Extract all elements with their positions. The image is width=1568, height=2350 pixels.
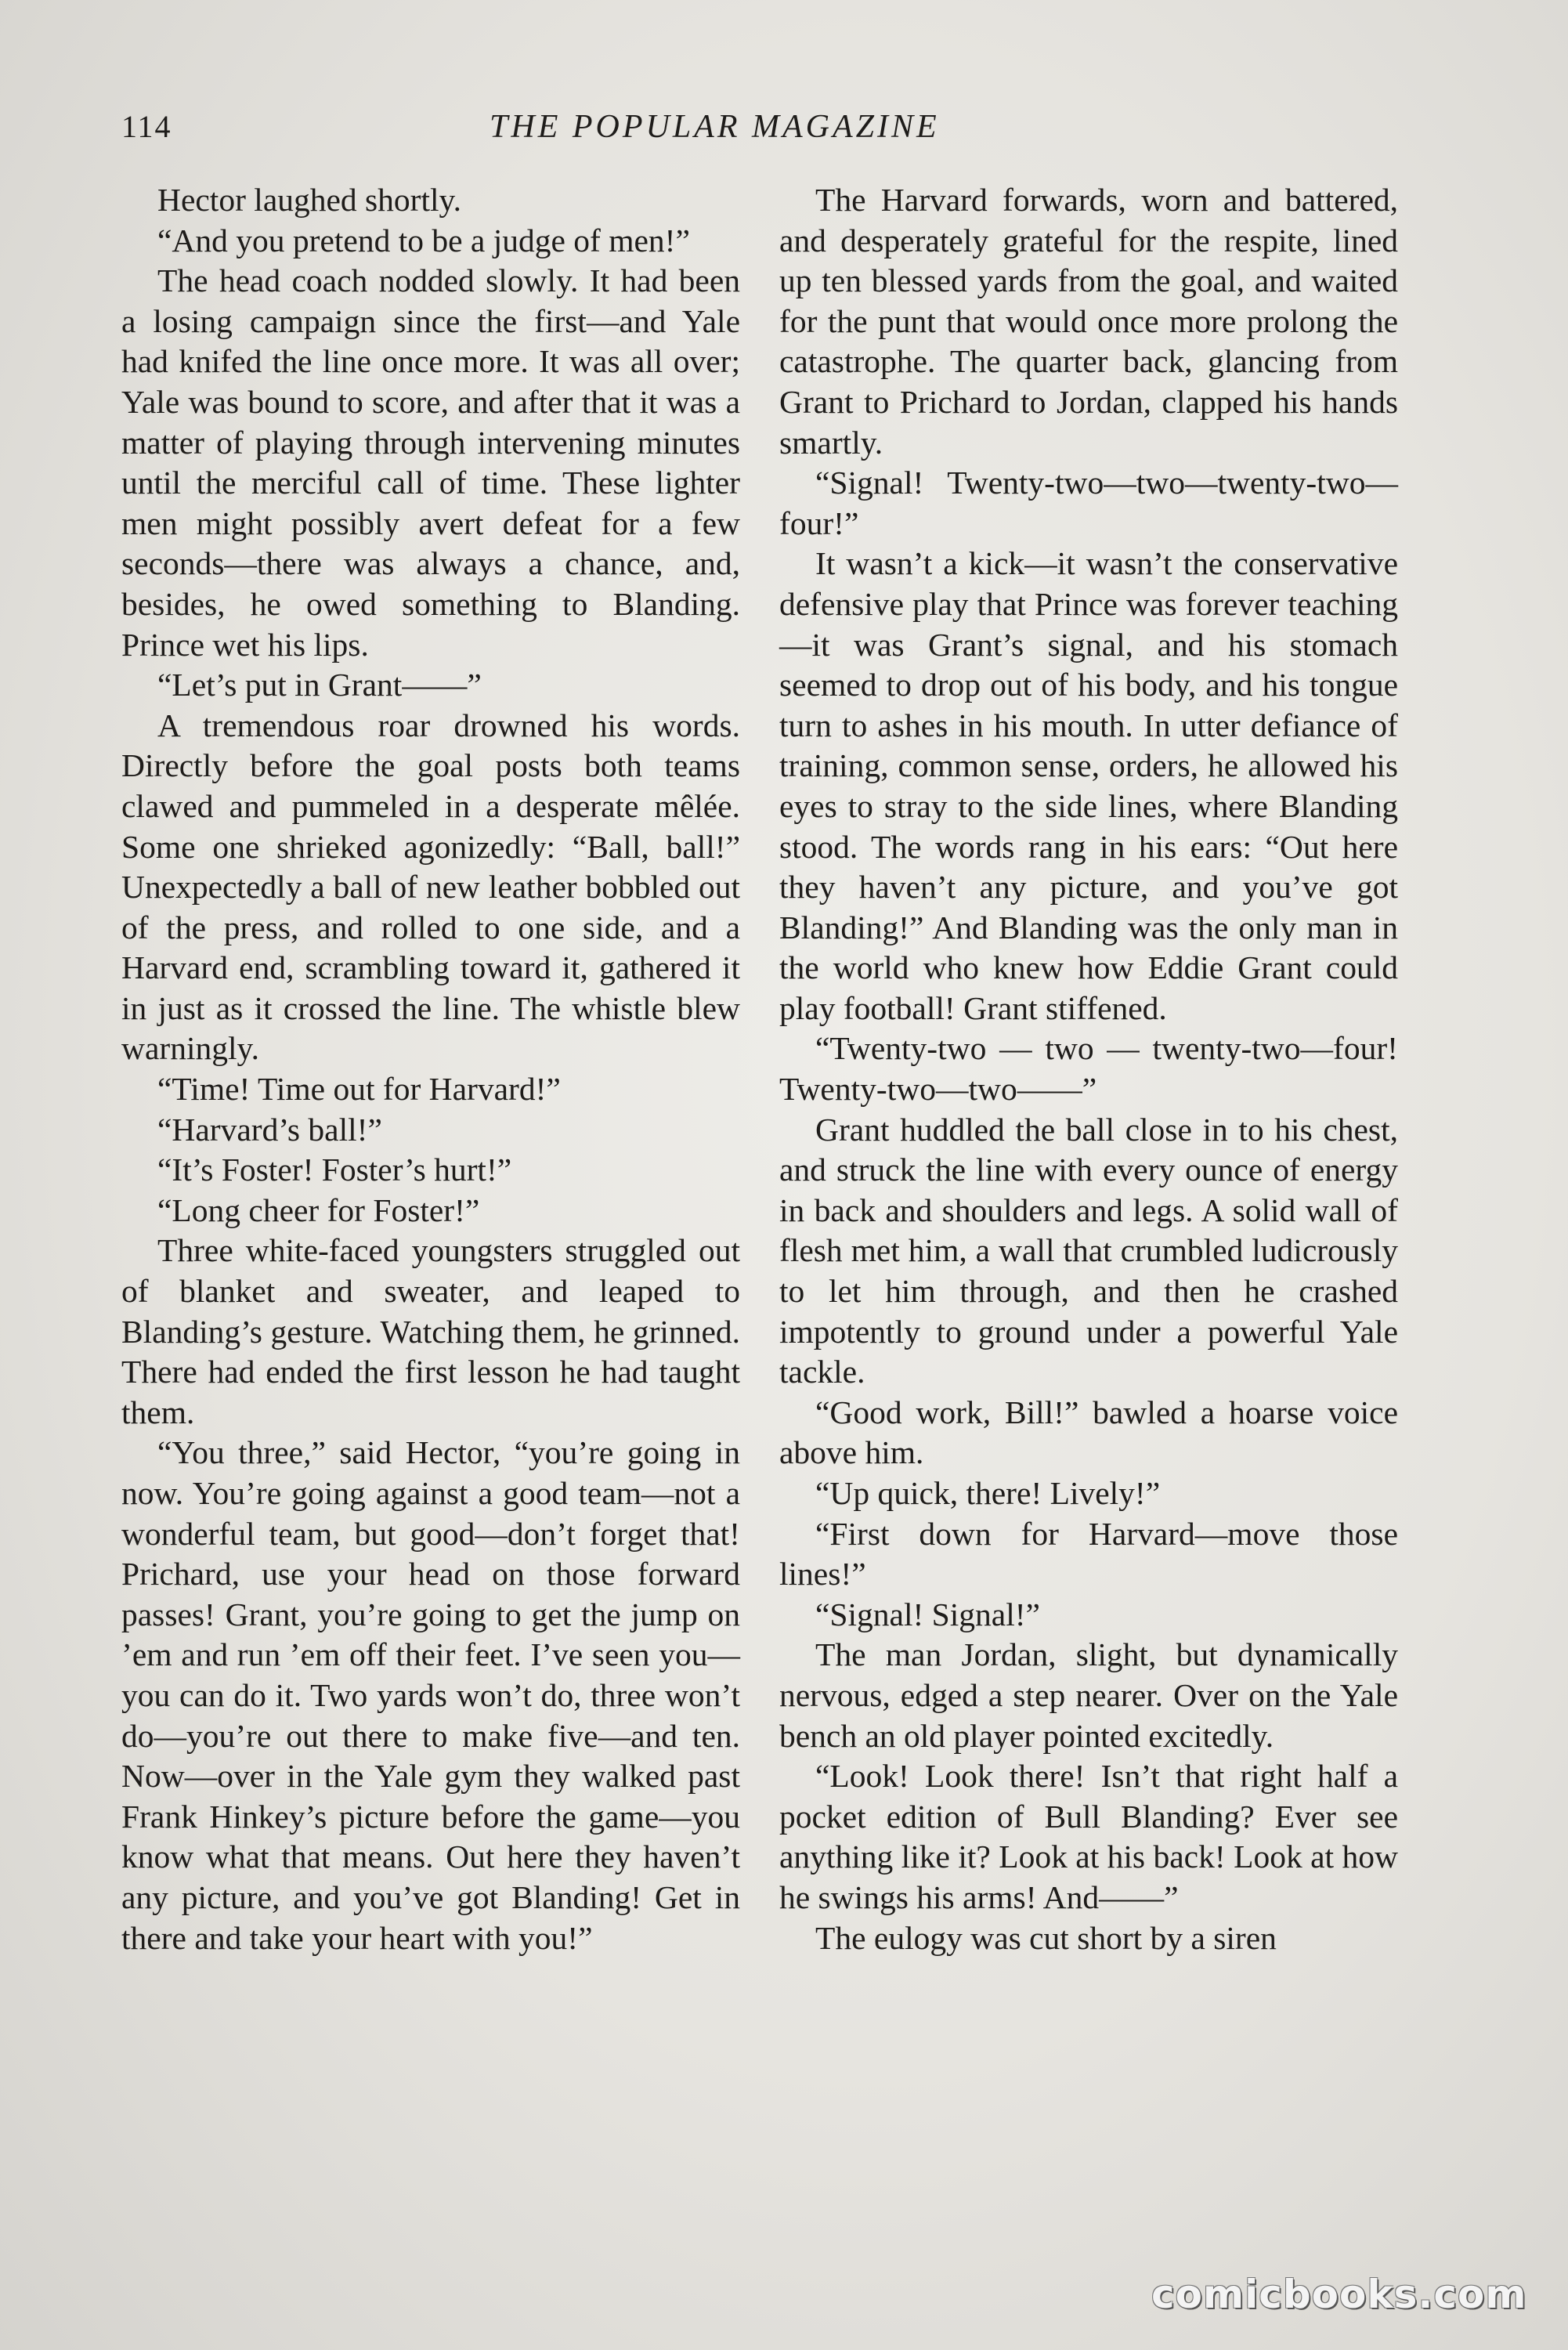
- paragraph: The Harvard forwards, worn and battered, and desperately grateful for the respite, lined up ten blessed yards from the goal, and waited for the punt that would once more prolong the catastrophe. The quarter back, glancing from Grant to Prichard to Jordan, clapped his hands smartly.: [779, 182, 1398, 461]
- page-number: 114: [121, 109, 172, 144]
- paragraph: “Signal! Signal!”: [815, 1596, 1040, 1632]
- paragraph: A tremendous roar drowned his words. Directly before the goal posts both teams clawed and pummeled in a desperate mêlée. Some one shrieked agonizedly: “Ball, ball!” Unexpectedly a ball of new leather bobbled out of the press, and rolled to one side, and a Harvard end, scrambling toward it, gathered it in just as it crossed the line. The whistle blew warningly.: [121, 707, 740, 1067]
- paragraph: “Harvard’s ball!”: [157, 1111, 382, 1148]
- paragraph: “Twenty-two — two — twenty-two—four! Twenty-two—two——”: [779, 1030, 1398, 1108]
- paragraph: “Up quick, there! Lively!”: [815, 1475, 1161, 1511]
- page-header: [121, 108, 1398, 155]
- paragraph: Three white-faced youngsters struggled out of blanket and sweater, and leaped to Blanding’s gesture. Watching them, he grinned. There had ended the first lesson he had taught them.: [121, 1232, 740, 1430]
- paragraph: “And you pretend to be a judge of men!”: [157, 222, 690, 258]
- paragraph: “Look! Look there! Isn’t that right half a pocket edition of Bull Blanding? Ever see anything like it? Look at his back! Look at how he swings his arms! And——”: [779, 1758, 1398, 1915]
- paragraph: “First down for Harvard—move those lines!”: [779, 1515, 1398, 1593]
- running-head: THE POPULAR MAGAZINE: [490, 109, 940, 145]
- paragraph: “Let’s put in Grant——”: [157, 667, 482, 703]
- paragraph: “Good work, Bill!” bawled a hoarse voice above him.: [779, 1394, 1398, 1471]
- paragraph: “Time! Time out for Harvard!”: [157, 1071, 561, 1108]
- paragraph: Grant huddled the ball close in to his chest, and struck the line with every ounce of energy in back and shoulders and legs. A solid wall of flesh met him, a wall that crumbled ludicrously to let him through, and then he crashed impotently to ground under a powerful Yale tackle.: [779, 1111, 1398, 1390]
- left-column: [121, 180, 740, 1958]
- watermark-logo: comicbooks.com: [1151, 2272, 1527, 2317]
- paragraph: The eulogy was cut short by a siren: [815, 1919, 1277, 1956]
- paragraph: Hector laughed shortly.: [157, 182, 461, 218]
- paragraph: The head coach nodded slowly. It had been a losing campaign since the first—and Yale had knifed the line once more. It was all over; Yale was bound to score, and after that it was a matter of playing through intervening minutes until the merciful call of time. These lighter men might possibly avert defeat for a few seconds—there was always a chance, and, besides, he owed something to Blanding. Prince wet his lips.: [121, 262, 740, 663]
- paragraph: “Long cheer for Foster!”: [157, 1191, 480, 1228]
- right-column: [779, 180, 1398, 1958]
- paragraph: “You three,” said Hector, “you’re going in now. You’re going against a good team—not a wonderful team, but good—don’t forget that! Prichard, use your head on those forward passes! Grant, you’re going to get the jump on ’em and run ’em off their feet. I’ve seen you—you can do it. Two yards won’t do, three won’t do—you’re out there to make five—and ten. Now—over in the Yale gym they walked past Frank Hinkey’s picture before the game—you know what that means. Out here they haven’t any picture, and you’ve got Blanding! Get in there and take your heart with you!”: [121, 1434, 740, 1956]
- paragraph: It wasn’t a kick—it wasn’t the conservative defensive play that Prince was forever teaching—it was Grant’s signal, and his stomach seemed to drop out of his body, and his tongue turn to ashes in his mouth. In utter defiance of training, common sense, orders, he allowed his eyes to stray to the side lines, where Blanding stood. The words rang in his ears: “Out here they haven’t any picture, and you’ve got Blanding!” And Blanding was the only man in the world who knew how Eddie Grant could play football! Grant stiffened.: [779, 545, 1398, 1026]
- paragraph: “Signal! Twenty-two—two—twenty-two—four!”: [779, 465, 1398, 541]
- paragraph: “It’s Foster! Foster’s hurt!”: [157, 1152, 512, 1188]
- paragraph: The man Jordan, slight, but dynamically nervous, edged a step nearer. Over on the Yale bench an old player pointed excitedly.: [779, 1636, 1398, 1754]
